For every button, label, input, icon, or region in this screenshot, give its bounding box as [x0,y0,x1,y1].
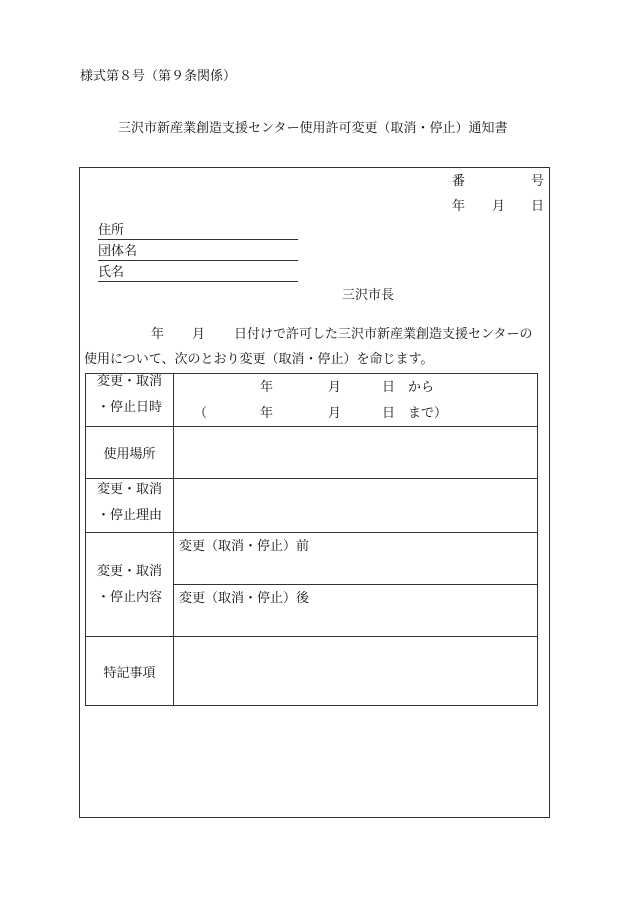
content-label-line1: 変更・取消 [96,563,162,579]
reason-label [86,479,174,533]
row-remarks [86,637,538,706]
reason-value-cell[interactable] [174,479,538,533]
datetime-label [86,374,174,427]
row-reason [86,479,538,533]
body-line1: 日付けで許可した三沢市新産業創造支援センターの [234,327,533,342]
to-open-paren: （ [194,406,208,421]
notice-table [85,373,538,706]
to-suffix: まで） [408,406,448,421]
number-suffix: 号 [531,174,545,189]
datetime-label-line2: ・停止日時 [96,400,162,415]
date-month: 月 [492,199,506,214]
form-number: 様式第８号（第９条関係） [80,69,237,84]
name-field[interactable] [98,265,298,282]
row-location [86,427,538,479]
row-content-before [86,533,538,585]
datetime-value-cell[interactable] [174,374,538,427]
body-month: 月 [192,327,206,342]
body-line2: 使用について、次のとおり変更（取消・停止）を命じます。 [84,352,434,367]
organization-label: 団体名 [98,244,138,259]
location-label: 使用場所 [86,427,174,479]
content-after-label: 変更（取消・停止）後 [179,591,310,606]
from-year: 年 [260,380,274,395]
number-label: 番 [452,174,466,189]
reason-label-line2: ・停止理由 [96,508,162,523]
date-day: 日 [531,199,545,214]
remarks-value-cell[interactable] [174,637,538,706]
from-suffix: から [408,380,435,395]
content-before-cell[interactable] [174,533,538,585]
from-month: 月 [328,380,342,395]
address-label: 住所 [98,223,125,238]
document-title: 三沢市新産業創造支援センター使用許可変更（取消・停止）通知書 [118,121,508,136]
to-month: 月 [328,406,342,421]
content-label [86,533,174,637]
content-label-line2: ・停止内容 [96,589,162,605]
row-datetime [86,374,538,427]
remarks-label: 特記事項 [86,637,174,706]
content-after-cell[interactable] [174,585,538,637]
sender-name: 三沢市長 [342,288,395,303]
reason-label-line1: 変更・取消 [96,482,162,497]
address-field[interactable] [98,223,298,240]
datetime-label-line1: 変更・取消 [96,374,162,389]
body-year: 年 [151,327,165,342]
location-value-cell[interactable] [174,427,538,479]
content-before-label: 変更（取消・停止）前 [179,539,310,554]
date-year: 年 [452,199,466,214]
from-day: 日 [382,380,396,395]
to-day: 日 [382,406,396,421]
organization-field[interactable] [98,244,298,261]
to-year: 年 [260,406,274,421]
name-label: 氏名 [98,265,125,280]
